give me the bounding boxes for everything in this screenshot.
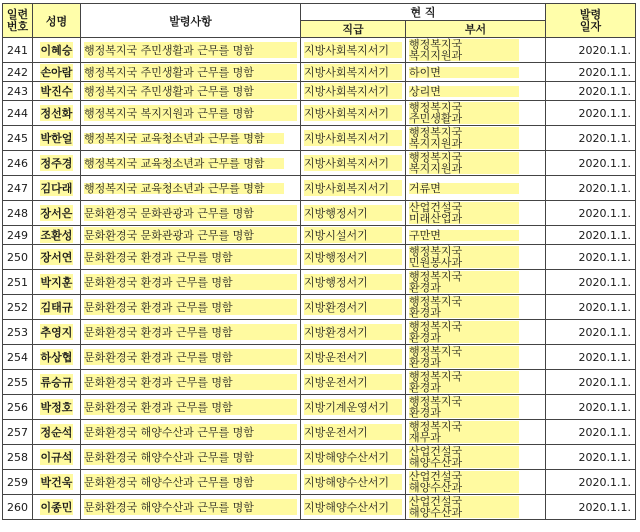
department-text [409, 39, 519, 61]
grade-cell [301, 320, 406, 345]
serial-number-cell: 258 [3, 445, 33, 470]
department-text [409, 183, 519, 194]
grade-cell [301, 420, 406, 445]
appointment-date-cell: 2020.1.1. [546, 101, 636, 126]
name-cell [33, 295, 81, 320]
grade-text: 지방사회복지서기 [304, 64, 402, 80]
table-row [3, 126, 636, 151]
department-line1: 행정복지국 [409, 126, 463, 139]
order-cell [81, 345, 301, 370]
employee-name: 박진수 [40, 85, 73, 98]
name-cell [33, 270, 81, 295]
table-row [3, 420, 636, 445]
department-line1: 행정복지국 [409, 38, 463, 51]
table-row [3, 295, 636, 320]
header-current-position: 현 직 [301, 4, 546, 21]
order-cell [81, 38, 301, 63]
name-cell [33, 176, 81, 201]
table-row [3, 38, 636, 63]
department-cell [406, 101, 546, 126]
department-text [409, 152, 519, 174]
employee-name: 이혜승 [40, 44, 73, 57]
serial-number-cell: 255 [3, 370, 33, 395]
order-text: 행정복지국 복지지원과 근무를 명함 [84, 105, 297, 121]
department-line1: 행정복지국 [409, 295, 463, 308]
order-cell [81, 151, 301, 176]
table-row [3, 82, 636, 101]
appointment-date-cell: 2020.1.1. [546, 320, 636, 345]
order-cell [81, 445, 301, 470]
department-line1: 행정복지국 [409, 320, 463, 333]
name-cell [33, 38, 81, 63]
serial-number-cell: 246 [3, 151, 33, 176]
grade-text: 지방운전서기 [304, 424, 402, 440]
department-cell [406, 345, 546, 370]
name-cell [33, 345, 81, 370]
department-text [409, 296, 519, 318]
employee-name: 하상협 [40, 351, 73, 364]
grade-text: 지방행정서기 [304, 249, 402, 265]
table-row [3, 495, 636, 520]
employee-name: 정선화 [40, 107, 73, 120]
department-line2: 재무과 [409, 431, 441, 444]
table-row [3, 445, 636, 470]
table-row [3, 470, 636, 495]
department-text [409, 471, 519, 493]
department-cell [406, 370, 546, 395]
order-cell [81, 176, 301, 201]
grade-cell [301, 176, 406, 201]
serial-number-cell: 248 [3, 201, 33, 226]
grade-cell [301, 345, 406, 370]
name-cell [33, 495, 81, 520]
department-line2: 미래산업과 [409, 212, 463, 225]
department-cell [406, 201, 546, 226]
department-text [409, 346, 519, 368]
appointment-date-cell: 2020.1.1. [546, 38, 636, 63]
order-cell [81, 420, 301, 445]
grade-cell [301, 445, 406, 470]
grade-text: 지방환경서기 [304, 299, 402, 315]
department-cell [406, 295, 546, 320]
roster-body [3, 38, 636, 520]
employee-name: 정주경 [40, 157, 73, 170]
employee-name: 정순석 [40, 426, 73, 439]
grade-text: 지방사회복지서기 [304, 83, 402, 99]
department-line2: 민원봉사과 [409, 256, 463, 269]
employee-name: 박지훈 [40, 276, 73, 289]
grade-cell [301, 226, 406, 245]
header-appointment-date [546, 4, 636, 38]
department-line2: 복지지원과 [409, 49, 463, 62]
table-row [3, 270, 636, 295]
order-cell [81, 470, 301, 495]
employee-name: 손아람 [40, 66, 73, 79]
order-cell [81, 82, 301, 101]
department-line1: 행정복지국 [409, 345, 463, 358]
order-text: 문화환경국 환경과 근무를 명함 [84, 399, 297, 415]
appointment-date-cell: 2020.1.1. [546, 63, 636, 82]
department-text [409, 230, 519, 241]
table-row [3, 226, 636, 245]
grade-cell [301, 295, 406, 320]
employee-name: 류승규 [40, 376, 73, 389]
department-line1: 구만면 [409, 228, 441, 242]
header-serial-number [3, 4, 33, 38]
table-row [3, 245, 636, 270]
name-cell [33, 101, 81, 126]
appointment-date-cell: 2020.1.1. [546, 245, 636, 270]
department-line1: 산업건설국 [409, 201, 463, 214]
header-grade: 직급 [301, 21, 406, 38]
employee-name: 박정호 [40, 401, 73, 414]
department-text [409, 396, 519, 418]
header-name: 성명 [33, 4, 81, 38]
department-cell [406, 320, 546, 345]
name-cell [33, 226, 81, 245]
department-text [409, 102, 519, 124]
appointment-date-cell: 2020.1.1. [546, 445, 636, 470]
grade-cell [301, 395, 406, 420]
department-line2: 복지지원과 [409, 162, 463, 175]
table-row [3, 395, 636, 420]
order-text: 문화환경국 해양수산과 근무를 명함 [84, 499, 297, 515]
grade-text: 지방환경서기 [304, 324, 402, 340]
table-row [3, 201, 636, 226]
employee-name: 장서은 [40, 207, 73, 220]
name-cell [33, 470, 81, 495]
department-line1: 산업건설국 [409, 445, 463, 458]
department-line2: 환경과 [409, 406, 441, 419]
appointment-date-cell: 2020.1.1. [546, 201, 636, 226]
order-cell [81, 395, 301, 420]
department-text [409, 86, 519, 97]
order-text: 문화환경국 환경과 근무를 명함 [84, 374, 297, 390]
grade-text: 지방사회복지서기 [304, 42, 402, 58]
serial-number-cell: 250 [3, 245, 33, 270]
grade-cell [301, 245, 406, 270]
grade-cell [301, 270, 406, 295]
appointment-date-cell: 2020.1.1. [546, 495, 636, 520]
department-line1: 행정복지국 [409, 101, 463, 114]
appointment-roster-table [2, 3, 636, 520]
department-line1: 행정복지국 [409, 395, 463, 408]
employee-name: 박한얼 [40, 132, 73, 145]
department-line2: 환경과 [409, 381, 441, 394]
department-line1: 행정복지국 [409, 245, 463, 258]
grade-text: 지방해양수산서기 [304, 449, 402, 465]
header-order: 발령사항 [81, 4, 301, 38]
department-cell [406, 395, 546, 420]
department-text [409, 246, 519, 268]
table-row [3, 101, 636, 126]
grade-text: 지방행정서기 [304, 205, 402, 221]
table-row [3, 63, 636, 82]
employee-name: 이규석 [40, 451, 73, 464]
department-cell [406, 151, 546, 176]
name-cell [33, 126, 81, 151]
appointment-date-cell: 2020.1.1. [546, 226, 636, 245]
order-cell [81, 295, 301, 320]
employee-name: 이종민 [40, 501, 73, 514]
order-cell [81, 270, 301, 295]
order-text: 문화환경국 환경과 근무를 명함 [84, 299, 297, 315]
name-cell [33, 445, 81, 470]
department-line2: 해양수산과 [409, 506, 463, 519]
appointment-date-cell: 2020.1.1. [546, 470, 636, 495]
department-cell [406, 63, 546, 82]
grade-cell [301, 370, 406, 395]
serial-number-cell: 241 [3, 38, 33, 63]
serial-number-cell: 243 [3, 82, 33, 101]
appointment-date-cell: 2020.1.1. [546, 176, 636, 201]
employee-name: 추영지 [40, 326, 73, 339]
department-line1: 상리면 [409, 84, 441, 98]
department-line1: 행정복지국 [409, 370, 463, 383]
department-text [409, 202, 519, 224]
serial-number-cell: 242 [3, 63, 33, 82]
header-serial-line1: 일련 [6, 7, 29, 21]
department-line2: 해양수산과 [409, 481, 463, 494]
name-cell [33, 370, 81, 395]
order-cell [81, 370, 301, 395]
serial-number-cell: 244 [3, 101, 33, 126]
department-text [409, 371, 519, 393]
grade-cell [301, 151, 406, 176]
department-line2: 환경과 [409, 331, 441, 344]
table-row [3, 151, 636, 176]
order-text: 문화환경국 해양수산과 근무를 명함 [84, 424, 297, 440]
department-line1: 하이면 [409, 65, 441, 79]
department-line1: 행정복지국 [409, 420, 463, 433]
grade-text: 지방시설서기 [304, 227, 402, 243]
order-cell [81, 201, 301, 226]
department-text [409, 321, 519, 343]
serial-number-cell: 256 [3, 395, 33, 420]
appointment-date-cell: 2020.1.1. [546, 126, 636, 151]
department-cell [406, 176, 546, 201]
employee-name: 김다래 [40, 182, 73, 195]
grade-cell [301, 126, 406, 151]
department-line2: 해양수산과 [409, 456, 463, 469]
grade-text: 지방해양수산서기 [304, 499, 402, 515]
department-text [409, 496, 519, 518]
grade-text: 지방사회복지서기 [304, 130, 402, 146]
name-cell [33, 82, 81, 101]
department-line1: 산업건설국 [409, 470, 463, 483]
name-cell [33, 151, 81, 176]
department-line2: 주민생활과 [409, 112, 463, 125]
order-text: 행정복지국 교육청소년과 근무를 명함 [84, 158, 284, 169]
appointment-date-cell: 2020.1.1. [546, 420, 636, 445]
department-line1: 행정복지국 [409, 151, 463, 164]
appointment-date-cell: 2020.1.1. [546, 370, 636, 395]
department-line1: 행정복지국 [409, 270, 463, 283]
department-cell [406, 470, 546, 495]
department-text [409, 271, 519, 293]
table-row [3, 320, 636, 345]
department-cell [406, 82, 546, 101]
grade-text: 지방기계운영서기 [304, 399, 402, 415]
order-text: 행정복지국 교육청소년과 근무를 명함 [84, 183, 284, 194]
name-cell [33, 420, 81, 445]
department-cell [406, 126, 546, 151]
department-cell [406, 445, 546, 470]
appointment-date-cell: 2020.1.1. [546, 345, 636, 370]
department-cell [406, 420, 546, 445]
employee-name: 김태규 [40, 301, 73, 314]
grade-cell [301, 82, 406, 101]
table-row [3, 345, 636, 370]
serial-number-cell: 249 [3, 226, 33, 245]
grade-cell [301, 63, 406, 82]
appointment-date-cell: 2020.1.1. [546, 82, 636, 101]
department-line1: 산업건설국 [409, 495, 463, 508]
order-cell [81, 226, 301, 245]
grade-cell [301, 470, 406, 495]
department-line2: 환경과 [409, 281, 441, 294]
order-cell [81, 245, 301, 270]
grade-cell [301, 201, 406, 226]
employee-name: 조환성 [40, 229, 73, 242]
serial-number-cell: 247 [3, 176, 33, 201]
grade-cell [301, 101, 406, 126]
employee-name: 장서연 [40, 251, 73, 264]
department-text [409, 67, 519, 78]
order-cell [81, 320, 301, 345]
order-text: 문화환경국 환경과 근무를 명함 [84, 324, 297, 340]
grade-text: 지방사회복지서기 [304, 155, 402, 171]
department-text [409, 421, 519, 443]
department-cell [406, 38, 546, 63]
serial-number-cell: 253 [3, 320, 33, 345]
grade-text: 지방해양수산서기 [304, 474, 402, 490]
order-cell [81, 126, 301, 151]
department-text [409, 127, 519, 149]
grade-text: 지방사회복지서기 [304, 180, 402, 196]
grade-cell [301, 495, 406, 520]
serial-number-cell: 260 [3, 495, 33, 520]
department-line1: 거류면 [409, 181, 441, 195]
header-serial-line2: 번호 [6, 19, 29, 33]
name-cell [33, 245, 81, 270]
order-text: 문화환경국 환경과 근무를 명함 [84, 249, 297, 265]
grade-text: 지방운전서기 [304, 374, 402, 390]
order-text: 행정복지국 주민생활과 근무를 명함 [84, 42, 297, 58]
order-text: 행정복지국 교육청소년과 근무를 명함 [84, 133, 284, 144]
appointment-date-cell: 2020.1.1. [546, 151, 636, 176]
header-date-line2: 일자 [579, 19, 602, 33]
grade-cell [301, 38, 406, 63]
department-cell [406, 495, 546, 520]
order-text: 행정복지국 주민생활과 근무를 명함 [84, 83, 297, 99]
header-department: 부서 [406, 21, 546, 38]
order-cell [81, 495, 301, 520]
header-date-line1: 발령 [579, 7, 602, 21]
appointment-date-cell: 2020.1.1. [546, 295, 636, 320]
department-cell [406, 245, 546, 270]
grade-text: 지방운전서기 [304, 349, 402, 365]
department-cell [406, 270, 546, 295]
order-text: 행정복지국 주민생활과 근무를 명함 [84, 64, 297, 80]
grade-text: 지방사회복지서기 [304, 105, 402, 121]
serial-number-cell: 254 [3, 345, 33, 370]
department-cell [406, 226, 546, 245]
table-row [3, 370, 636, 395]
serial-number-cell: 259 [3, 470, 33, 495]
serial-number-cell: 252 [3, 295, 33, 320]
order-text: 문화환경국 환경과 근무를 명함 [84, 349, 297, 365]
order-text: 문화환경국 문화관광과 근무를 명함 [84, 227, 297, 243]
name-cell [33, 63, 81, 82]
order-text: 문화환경국 환경과 근무를 명함 [84, 274, 297, 290]
order-text: 문화환경국 해양수산과 근무를 명함 [84, 474, 297, 490]
appointment-date-cell: 2020.1.1. [546, 270, 636, 295]
grade-text: 지방행정서기 [304, 274, 402, 290]
employee-name: 박건욱 [40, 476, 73, 489]
department-line2: 환경과 [409, 306, 441, 319]
name-cell [33, 320, 81, 345]
table-row [3, 176, 636, 201]
order-cell [81, 63, 301, 82]
serial-number-cell: 245 [3, 126, 33, 151]
name-cell [33, 395, 81, 420]
order-text: 문화환경국 해양수산과 근무를 명함 [84, 449, 297, 465]
serial-number-cell: 251 [3, 270, 33, 295]
department-line2: 환경과 [409, 356, 441, 369]
department-text [409, 446, 519, 468]
appointment-date-cell: 2020.1.1. [546, 395, 636, 420]
name-cell [33, 201, 81, 226]
order-text: 문화환경국 문화관광과 근무를 명함 [84, 205, 297, 221]
serial-number-cell: 257 [3, 420, 33, 445]
order-cell [81, 101, 301, 126]
department-line2: 복지지원과 [409, 137, 463, 150]
